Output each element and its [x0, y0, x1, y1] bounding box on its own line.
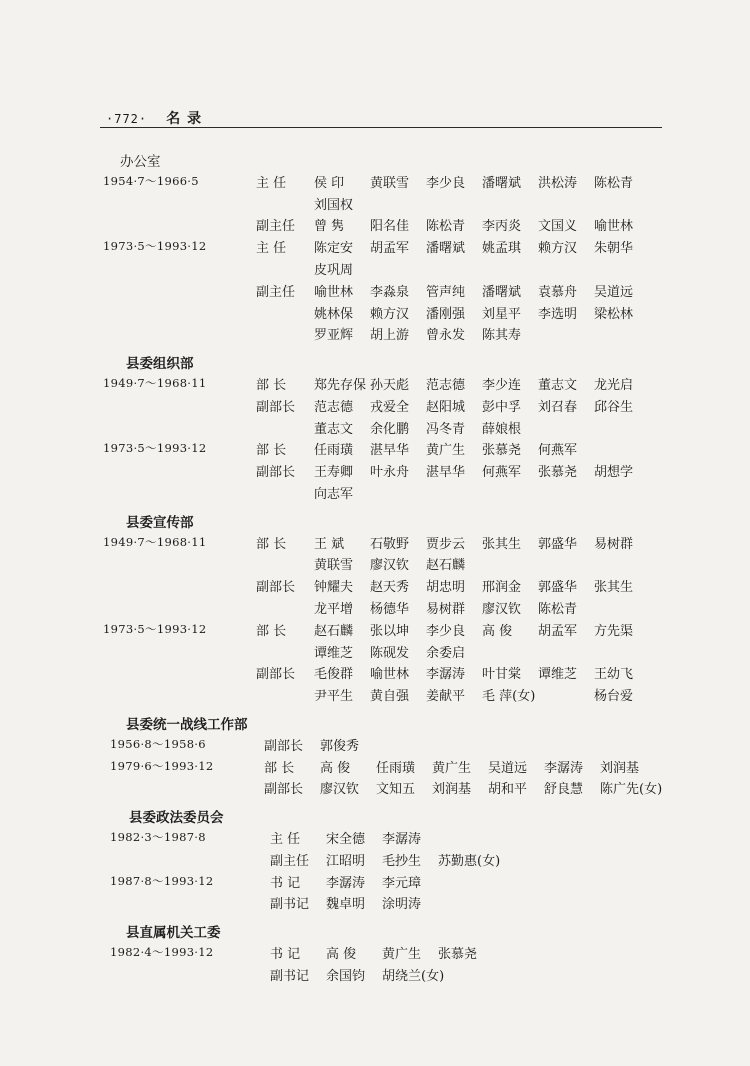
person-name: 李丙炎 — [482, 219, 522, 235]
role-label: 副部长 — [256, 667, 296, 683]
person-name: 黄联雪 — [314, 558, 354, 574]
person-name: 李潺涛 — [544, 760, 584, 776]
person-name: 文知五 — [376, 782, 416, 798]
period-date: 1954·7～1966·5 — [103, 173, 199, 188]
person-name: 邱谷生 — [594, 399, 634, 415]
role-label: 副主任 — [256, 219, 296, 235]
person-name: 朱朝华 — [594, 241, 634, 257]
section-title: 办公室 — [120, 154, 161, 170]
person-name: 郭盛华 — [538, 536, 578, 552]
person-name: 赵阳城 — [426, 399, 466, 415]
person-name: 吴道远 — [488, 760, 528, 776]
name-row — [314, 281, 650, 300]
name-row — [320, 778, 663, 798]
person-name: 罗亚辉 — [314, 328, 354, 344]
name-row — [314, 598, 594, 617]
person-name: 李潺涛 — [382, 832, 422, 847]
name-row — [314, 172, 650, 191]
person-name: 刘润基 — [600, 760, 640, 776]
name-row — [314, 194, 370, 213]
person-name: 贾步云 — [426, 536, 466, 552]
person-name: 袁慕舟 — [538, 284, 578, 300]
person-name: 邢润金 — [482, 580, 522, 596]
period-date: 1949·7～1968·11 — [103, 534, 207, 549]
period-date: 1982·4～1993·12 — [110, 945, 214, 959]
person-name: 姚孟琪 — [482, 241, 522, 257]
person-name: 叶甘棠 — [482, 667, 522, 683]
person-name: 赵石麟 — [314, 623, 354, 639]
role-label: 部 长 — [256, 536, 287, 552]
name-row — [326, 943, 494, 962]
person-name: 叶永舟 — [370, 465, 410, 481]
person-name: 李潺涛 — [326, 875, 366, 891]
page-header — [106, 108, 202, 128]
name-row — [326, 872, 438, 891]
name-row — [314, 259, 370, 278]
person-name: 范志德 — [426, 378, 466, 393]
person-name: 彭中孚 — [482, 399, 522, 415]
person-name: 石敬野 — [370, 536, 410, 552]
person-name: 陈砚发 — [370, 645, 410, 661]
person-name: 梁松林 — [594, 306, 634, 322]
person-name: 李少良 — [426, 175, 466, 191]
person-name: 江昭明 — [326, 853, 366, 869]
person-name: 刘星平 — [482, 306, 522, 322]
header-rule — [100, 127, 662, 128]
person-name: 王寿卿 — [314, 465, 354, 481]
role-label: 主 任 — [256, 175, 287, 191]
role-label: 主 任 — [270, 832, 301, 847]
person-name: 黄自强 — [370, 689, 410, 705]
person-name: 龙平增 — [314, 602, 354, 617]
person-name: 魏卓明 — [326, 897, 366, 913]
period-date: 1973·5～1993·12 — [103, 621, 207, 636]
name-row — [314, 642, 482, 661]
name-row — [320, 757, 656, 776]
person-name: 黄联雪 — [370, 175, 410, 191]
period-date: 1973·5～1993·12 — [103, 239, 207, 254]
person-name: 黄广生 — [426, 443, 466, 459]
role-label: 部 长 — [264, 760, 295, 776]
name-row — [314, 483, 370, 502]
section-title: 县委政法委员会 — [129, 810, 224, 827]
name-row — [314, 620, 650, 639]
person-name: 洪松涛 — [538, 175, 578, 191]
person-name: 董志文 — [538, 378, 578, 393]
person-name: 刘国权 — [314, 197, 354, 213]
person-name: 陈松青 — [538, 602, 578, 617]
name-row — [314, 237, 650, 256]
name-row — [314, 576, 650, 595]
person-name: 薛娘根 — [482, 421, 522, 437]
person-name: 李潺涛 — [426, 667, 466, 683]
name-row — [314, 396, 650, 415]
person-name: 李元璋 — [382, 875, 422, 891]
person-name: 赖方汉 — [370, 306, 410, 322]
name-row — [314, 554, 482, 573]
name-row — [314, 439, 594, 458]
person-name: 文国义 — [538, 219, 578, 235]
person-name: 李少良 — [426, 623, 466, 639]
person-name: 高 俊 — [320, 760, 351, 776]
person-name: 管声纯 — [426, 284, 466, 300]
name-row — [314, 533, 650, 552]
person-name: 张以坤 — [370, 623, 410, 639]
name-row — [314, 663, 650, 682]
person-name: 胡绕兰(女) — [382, 968, 445, 984]
person-name: 胡上游 — [370, 328, 410, 344]
role-label: 部 长 — [256, 443, 287, 459]
role-label: 部 长 — [256, 623, 287, 639]
section-title: 县委组织部 — [126, 356, 194, 373]
person-name: 毛 萍(女) — [482, 689, 536, 705]
period-date: 1982·3～1987·8 — [110, 830, 206, 844]
name-row — [326, 850, 501, 869]
person-name: 郭俊秀 — [320, 738, 360, 754]
person-name: 钟耀夫 — [314, 580, 354, 596]
person-name: 胡忠明 — [426, 580, 466, 596]
name-row — [314, 461, 650, 480]
person-name: 黄广生 — [382, 947, 422, 962]
person-name: 易树群 — [426, 602, 466, 617]
person-name: 阳名佳 — [370, 219, 410, 235]
person-name: 王幼飞 — [594, 667, 634, 683]
person-name: 范志德 — [314, 399, 354, 415]
person-name — [538, 685, 594, 704]
name-row — [314, 303, 650, 322]
period-date: 1949·7～1968·11 — [103, 376, 207, 390]
person-name: 喻世林 — [314, 284, 354, 300]
person-name: 刘召春 — [538, 399, 578, 415]
person-name: 张其生 — [482, 536, 522, 552]
person-name: 余化鹏 — [370, 421, 410, 437]
person-name: 李淼泉 — [370, 284, 410, 300]
person-name: 皮巩周 — [314, 263, 354, 278]
person-name: 侯 印 — [314, 175, 345, 191]
person-name: 方先渠 — [594, 623, 634, 639]
role-label: 副书记 — [270, 897, 310, 913]
person-name: 陈广先(女) — [600, 782, 663, 798]
role-label: 副部长 — [264, 782, 304, 798]
person-name: 宋全德 — [326, 832, 366, 847]
name-row — [314, 215, 650, 234]
person-name: 胡孟军 — [370, 241, 410, 257]
person-name: 张慕尧 — [438, 947, 478, 962]
person-name: 胡和平 — [488, 782, 528, 798]
period-date: 1973·5～1993·12 — [103, 441, 207, 456]
section-title: 县直属机关工委 — [126, 925, 221, 942]
person-name: 任雨璜 — [314, 443, 354, 459]
period-date: 1979·6～1993·12 — [110, 758, 214, 773]
person-name: 何燕军 — [482, 465, 522, 481]
role-label: 副主任 — [270, 853, 310, 869]
role-label: 副主任 — [256, 284, 296, 300]
page-title: 名 录 — [166, 111, 203, 127]
person-name: 喻世林 — [594, 219, 634, 235]
person-name: 刘润基 — [432, 782, 472, 798]
person-name: 张其生 — [594, 580, 634, 596]
period-date: 1956·8～1958·6 — [110, 736, 206, 751]
person-name: 张慕尧 — [482, 443, 522, 459]
person-name: 王 斌 — [314, 536, 345, 552]
role-label: 部 长 — [256, 378, 287, 393]
person-name: 陈定安 — [314, 241, 354, 257]
person-name: 胡想学 — [594, 465, 634, 481]
person-name: 涂明涛 — [382, 897, 422, 913]
role-label: 副部长 — [256, 465, 296, 481]
person-name: 余委启 — [426, 645, 466, 661]
name-row — [326, 965, 445, 984]
person-name: 潘曙斌 — [426, 241, 466, 257]
person-name: 何燕军 — [538, 443, 578, 459]
person-name: 廖汉钦 — [482, 602, 522, 617]
person-name: 高 俊 — [482, 623, 513, 639]
person-name: 向志军 — [314, 487, 354, 502]
person-name: 李少连 — [482, 378, 522, 393]
person-name: 张慕尧 — [538, 465, 578, 481]
person-name: 赖方汉 — [538, 241, 578, 257]
person-name: 潘刚强 — [426, 306, 466, 322]
person-name: 陈松青 — [426, 219, 466, 235]
person-name: 胡孟军 — [538, 623, 578, 639]
person-name: 陈其寿 — [482, 328, 522, 344]
person-name: 毛俊群 — [314, 667, 354, 683]
name-row — [326, 893, 438, 912]
person-name: 杨台爱 — [594, 689, 634, 705]
role-label: 副书记 — [270, 968, 310, 984]
period-date: 1987·8～1993·12 — [110, 873, 214, 888]
person-name: 郑先存保 — [314, 378, 367, 393]
role-label: 副部长 — [256, 399, 296, 415]
person-name: 吴道远 — [594, 284, 634, 300]
role-label: 书 记 — [270, 875, 301, 891]
name-row — [326, 828, 438, 847]
person-name: 余国钧 — [326, 968, 366, 984]
person-name: 湛早华 — [370, 443, 410, 459]
person-name: 赵天秀 — [370, 580, 410, 596]
role-label: 副部长 — [264, 738, 304, 754]
role-label: 副部长 — [256, 580, 296, 596]
person-name: 潘曙斌 — [482, 284, 522, 300]
person-name: 李选明 — [538, 306, 578, 322]
person-name: 姜献平 — [426, 689, 466, 705]
person-name: 潘曙斌 — [482, 175, 522, 191]
page-number: ·772· — [106, 112, 148, 126]
person-name: 湛早华 — [426, 465, 466, 481]
person-name: 姚林保 — [314, 306, 354, 322]
name-row — [314, 374, 650, 393]
person-name: 黄广生 — [432, 760, 472, 776]
person-name: 谭维芝 — [538, 667, 578, 683]
person-name: 曾 隽 — [314, 219, 345, 235]
person-name: 孙天彪 — [370, 378, 410, 393]
name-row — [314, 324, 538, 343]
person-name: 陈松青 — [594, 175, 634, 191]
person-name: 尹平生 — [314, 689, 354, 705]
section-title: 县委宣传部 — [126, 514, 194, 531]
person-name: 喻世林 — [370, 667, 410, 683]
role-label: 书 记 — [270, 947, 301, 962]
person-name: 戎爱全 — [370, 399, 410, 415]
person-name: 廖汉钦 — [370, 558, 410, 574]
person-name: 董志文 — [314, 421, 354, 437]
person-name: 龙光启 — [594, 378, 634, 393]
person-name: 苏勤惠(女) — [438, 853, 501, 869]
person-name: 谭维芝 — [314, 645, 354, 661]
person-name: 高 俊 — [326, 947, 357, 962]
name-row — [320, 735, 376, 754]
person-name: 任雨璜 — [376, 760, 416, 776]
person-name: 杨德华 — [370, 602, 410, 617]
person-name: 舒良慧 — [544, 782, 584, 798]
person-name: 易树群 — [594, 536, 634, 552]
person-name: 廖汉钦 — [320, 782, 360, 798]
person-name: 郭盛华 — [538, 580, 578, 596]
person-name: 毛抄生 — [382, 853, 422, 869]
person-name: 曾永发 — [426, 328, 466, 344]
name-row — [314, 418, 538, 437]
role-label: 主 任 — [256, 241, 287, 257]
person-name: 赵石麟 — [426, 558, 466, 574]
name-row — [314, 685, 650, 704]
person-name: 冯冬青 — [426, 421, 466, 437]
section-title: 县委统一战线工作部 — [126, 717, 248, 733]
